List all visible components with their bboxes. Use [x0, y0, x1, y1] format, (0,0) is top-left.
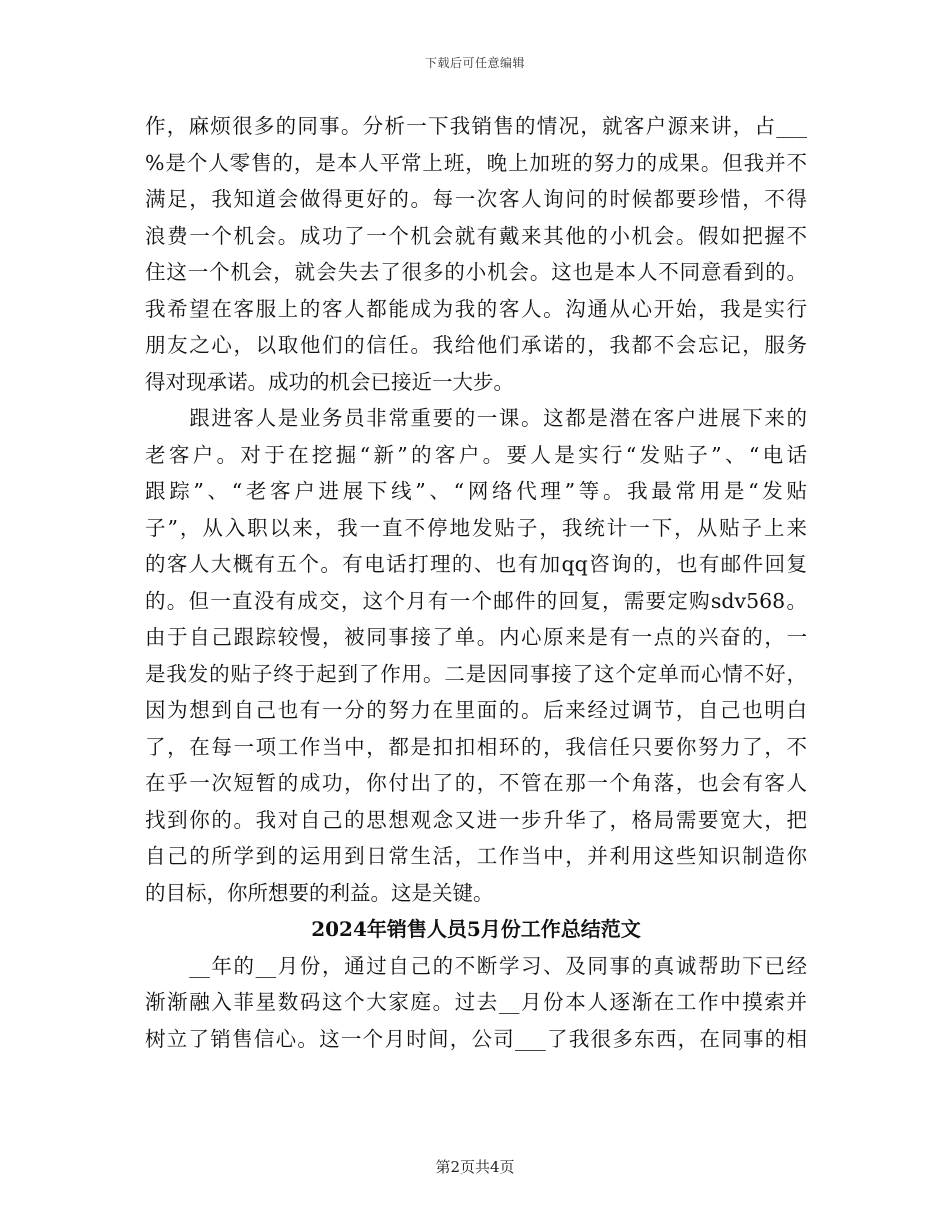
text-line: 是我发的贴子终于起到了作用。二是因同事接了这个定单而心情不好，: [145, 661, 807, 686]
text-line: 在乎一次短暂的成功，你付出了的，不管在那一个角落，也会有客人: [145, 771, 807, 795]
page-footer: 第2页共4页: [435, 1158, 515, 1176]
text-line: 跟进客人是业务员非常重要的一课。这都是潜在客户进展下来的: [145, 406, 807, 430]
text-line: 的目标，你所想要的利益。这是关键。: [145, 880, 494, 905]
text-line: 了，在每一项工作当中，都是扣扣相环的，我信任只要你努力了，不: [145, 734, 807, 759]
paragraph-2: [145, 400, 807, 911]
document-body: [145, 108, 807, 1057]
text-line: 老客户。对于在挖掘“新”的客户。要人是实行“发贴子”、“电话: [145, 442, 807, 467]
text-line: 子”，从入职以来，我一直不停地发贴子，我统计一下，从贴子上来: [145, 515, 807, 540]
page-header: 下载后可任意编辑: [424, 56, 525, 70]
text-line: 树立了销售信心。这一个月时间，公司___了我很多东西，在同事的相: [145, 1026, 807, 1051]
text-line: 的客人大概有五个。有电话打理的、也有加qq咨询的，也有邮件回复: [145, 552, 807, 576]
text-line: 浪费一个机会。成功了一个机会就有戴来其他的小机会。假如把握不: [145, 223, 807, 248]
text-line: 满足，我知道会做得更好的。每一次客人询问的时候都要珍惜，不得: [145, 187, 807, 211]
text-line: 跟踪”、“老客户进展下线”、“网络代理”等。我最常用是“发贴: [145, 479, 807, 503]
text-line: 住这一个机会，就会失去了很多的小机会。这也是本人不同意看到的。: [145, 260, 807, 284]
text-line: 我希望在客服上的客人都能成为我的客人。沟通从心开始，我是实行: [145, 296, 807, 321]
text-line: 渐渐融入菲星数码这个大家庭。过去__月份本人逐渐在工作中摸索并: [145, 990, 807, 1014]
text-line: 由于自己跟踪较慢，被同事接了单。内心原来是有一点的兴奋的，一: [145, 625, 807, 649]
paragraph-1: [145, 108, 807, 400]
section-title: 2024年销售人员5月份工作总结范文: [311, 917, 641, 941]
text-line: 因为想到自己也有一分的努力在里面的。后来经过调节，自己也明白: [145, 698, 807, 722]
text-line: __年的__月份，通过自己的不断学习、及同事的真诚帮助下已经: [145, 953, 807, 978]
text-line: 朋友之心，以取他们的信任。我给他们承诺的，我都不会忘记，服务: [145, 333, 807, 357]
text-line: %是个人零售的，是本人平常上班，晚上加班的努力的成果。但我并不: [145, 150, 807, 175]
paragraph-3: [145, 948, 807, 1058]
text-line: 的。但一直没有成交，这个月有一个邮件的回复，需要定购sdv568。: [145, 588, 807, 613]
text-line: 作，麻烦很多的同事。分析一下我销售的情况，就客户源来讲，占___: [145, 114, 807, 138]
text-line: 自己的所学到的运用到日常生活，工作当中，并利用这些知识制造你: [145, 844, 807, 868]
text-line: 得对现承诺。成功的机会已接近一大步。: [145, 369, 514, 394]
text-line: 找到你的。我对自己的思想观念又进一步升华了，格局需要宽大，把: [145, 807, 807, 832]
